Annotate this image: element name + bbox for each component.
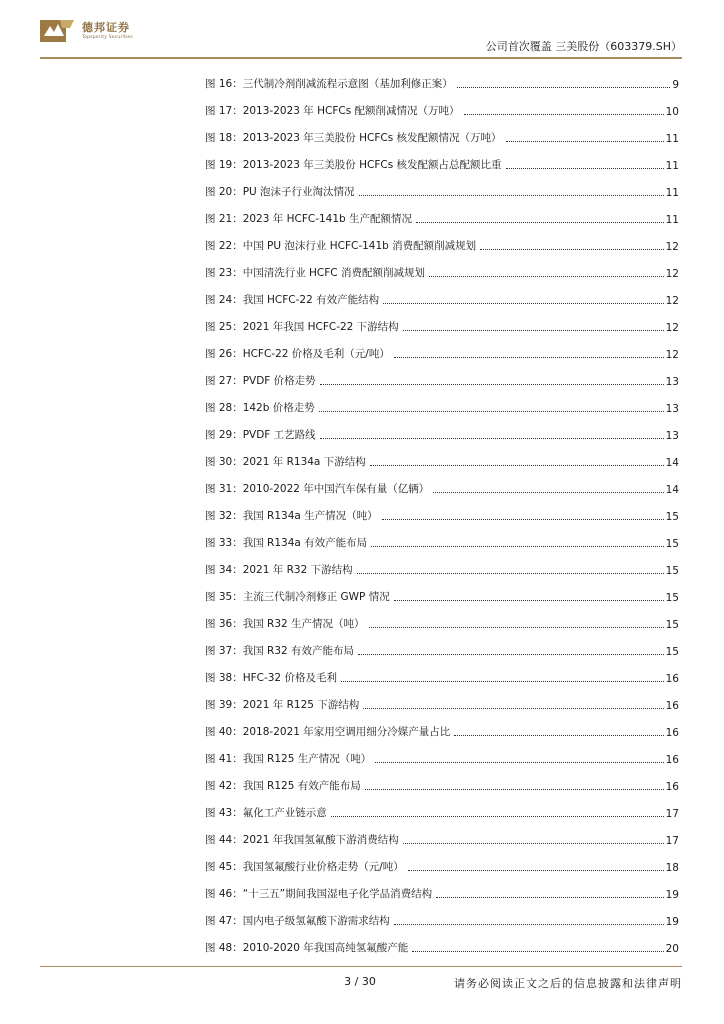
toc-entry[interactable] [205, 469, 679, 496]
dot-leader [506, 168, 664, 169]
toc-entry-page: 16 [665, 673, 679, 685]
toc-entry[interactable] [205, 685, 679, 712]
toc-entry-label: 图 23：中国清洗行业 HCFC 消费配额削减规划 [205, 267, 425, 279]
toc-entry[interactable] [205, 901, 679, 928]
toc-entry-label: 图 37：我国 R32 有效产能布局 [205, 645, 355, 657]
toc-entry[interactable] [205, 199, 679, 226]
dot-leader [416, 222, 664, 223]
toc-entry-page: 18 [665, 862, 679, 874]
toc-entry-page: 15 [665, 646, 679, 658]
header-divider [40, 57, 682, 59]
dot-leader [403, 843, 664, 844]
dot-leader [341, 681, 664, 682]
dot-leader [358, 654, 664, 655]
toc-entry-label: 图 44：2021 年我国氢氟酸下游消费结构 [205, 834, 399, 846]
toc-entry-page: 15 [665, 619, 679, 631]
toc-entry[interactable] [205, 550, 679, 577]
toc-entry-label: 图 30：2021 年 R134a 下游结构 [205, 456, 366, 468]
dot-leader [436, 897, 664, 898]
toc-entry[interactable] [205, 145, 679, 172]
toc-entry[interactable] [205, 118, 679, 145]
toc-entry-label: 图 42：我国 R125 有效产能布局 [205, 780, 361, 792]
toc-entry[interactable] [205, 847, 679, 874]
dot-leader [369, 627, 664, 628]
toc-entry-label: 图 20：PU 泡沫子行业淘汰情况 [205, 186, 355, 198]
toc-entry[interactable] [205, 793, 679, 820]
toc-entry[interactable] [205, 415, 679, 442]
toc-entry-label: 图 45：我国氢氟酸行业价格走势（元/吨） [205, 861, 404, 873]
logo-chinese-name: 德邦证券 [82, 20, 130, 34]
toc-entry-label: 图 27：PVDF 价格走势 [205, 375, 316, 387]
toc-entry[interactable] [205, 334, 679, 361]
toc-entry-page: 20 [665, 943, 679, 955]
toc-entry[interactable] [205, 523, 679, 550]
dot-leader [403, 330, 664, 331]
dot-leader [464, 114, 664, 115]
toc-entry[interactable] [205, 928, 679, 955]
dot-leader [408, 870, 664, 871]
toc-entry[interactable] [205, 388, 679, 415]
dot-leader [320, 384, 664, 385]
toc-entry-label: 图 31：2010-2022 年中国汽车保有量（亿辆） [205, 483, 430, 495]
toc-entry-label: 图 34：2021 年 R32 下游结构 [205, 564, 353, 576]
toc-entry-label: 图 36：我国 R32 生产情况（吨） [205, 618, 365, 630]
toc-entry-label: 图 18：2013-2023 年三美股份 HCFCs 核发配额情况（万吨） [205, 132, 502, 144]
toc-entry-label: 图 16：三代制冷剂削减流程示意图（基加利修正案） [205, 78, 453, 90]
toc-entry[interactable] [205, 658, 679, 685]
toc-entry-page: 16 [665, 700, 679, 712]
toc-entry[interactable] [205, 307, 679, 334]
toc-entry[interactable] [205, 226, 679, 253]
toc-entry-page: 16 [665, 727, 679, 739]
toc-entry-label: 图 41：我国 R125 生产情况（吨） [205, 753, 372, 765]
toc-entry[interactable] [205, 631, 679, 658]
dot-leader [433, 492, 663, 493]
toc-entry[interactable] [205, 361, 679, 388]
toc-entry[interactable] [205, 496, 679, 523]
dot-leader [319, 411, 664, 412]
toc-entry-label: 图 29：PVDF 工艺路线 [205, 429, 316, 441]
logo-text [82, 22, 133, 41]
toc-entry[interactable] [205, 820, 679, 847]
toc-entry-page: 11 [665, 160, 679, 172]
toc-entry-label: 图 39：2021 年 R125 下游结构 [205, 699, 360, 711]
toc-entry-page: 15 [665, 511, 679, 523]
disclaimer-text: 请务必阅读正文之后的信息披露和法律声明 [454, 977, 682, 990]
toc-entry[interactable] [205, 604, 679, 631]
dot-leader [457, 87, 671, 88]
toc-entry-page: 14 [665, 457, 679, 469]
logo-english-name: Topsperity Securities [82, 34, 133, 40]
toc-entry-page: 12 [665, 322, 679, 334]
dot-leader [454, 735, 663, 736]
toc-entry-label: 图 33：我国 R134a 有效产能布局 [205, 537, 368, 549]
toc-entry[interactable] [205, 172, 679, 199]
toc-entry-page: 17 [665, 808, 679, 820]
toc-entry-page: 10 [665, 106, 679, 118]
toc-entry[interactable] [205, 577, 679, 604]
toc-entry-label: 图 47：国内电子级氢氟酸下游需求结构 [205, 915, 390, 927]
toc-entry[interactable] [205, 739, 679, 766]
dot-leader [382, 519, 664, 520]
toc-entry-page: 16 [665, 781, 679, 793]
toc-entry-page: 12 [665, 268, 679, 280]
toc-entry-page: 12 [665, 241, 679, 253]
toc-entry-page: 12 [665, 349, 679, 361]
toc-entry-page: 13 [665, 376, 679, 388]
toc-entry-page: 11 [665, 214, 679, 226]
dot-leader [359, 195, 664, 196]
toc-entry-label: 图 43：氟化工产业链示意 [205, 807, 327, 819]
toc-entry-label: 图 48：2010-2020 年我国高纯氢氟酸产能 [205, 942, 409, 954]
toc-entry-page: 13 [665, 430, 679, 442]
toc-entry[interactable] [205, 874, 679, 901]
toc-entry-label: 图 17：2013-2023 年 HCFCs 配额削减情况（万吨） [205, 105, 460, 117]
toc-entry-page: 19 [665, 916, 679, 928]
toc-entry-page: 15 [665, 565, 679, 577]
dot-leader [331, 816, 664, 817]
footer-divider [40, 966, 682, 967]
report-info: 公司首次覆盖 三美股份（603379.SH） [485, 40, 682, 53]
dot-leader [370, 465, 664, 466]
toc-entry[interactable] [205, 64, 679, 91]
toc-entry-page: 15 [665, 538, 679, 550]
toc-entry[interactable] [205, 766, 679, 793]
toc-entry[interactable] [205, 91, 679, 118]
dot-leader [383, 303, 664, 304]
toc-entry-page: 9 [672, 79, 679, 91]
toc-entry-page: 12 [665, 295, 679, 307]
logo-mark-icon [40, 16, 76, 46]
dot-leader [506, 141, 664, 142]
toc-entry-page: 14 [665, 484, 679, 496]
toc-entry-page: 15 [665, 592, 679, 604]
toc-entry-label: 图 38：HFC-32 价格及毛利 [205, 672, 337, 684]
toc-entry-page: 16 [665, 754, 679, 766]
dot-leader [363, 708, 663, 709]
toc-entry-page: 11 [665, 187, 679, 199]
page-number: 3 / 30 [344, 975, 376, 988]
company-logo [40, 14, 190, 48]
toc-entry-page: 19 [665, 889, 679, 901]
page-header [0, 0, 724, 62]
toc-entry-page: 17 [665, 835, 679, 847]
toc-entry-label: 图 19：2013-2023 年三美股份 HCFCs 核发配额占总配额比重 [205, 159, 502, 171]
toc-entry-page: 13 [665, 403, 679, 415]
toc-entry-page: 11 [665, 133, 679, 145]
toc-entry-label: 图 22：中国 PU 泡沫行业 HCFC-141b 消费配额削减规划 [205, 240, 477, 252]
toc-entry[interactable] [205, 442, 679, 469]
toc-entry-label: 图 21：2023 年 HCFC-141b 生产配额情况 [205, 213, 413, 225]
dot-leader [375, 762, 663, 763]
dot-leader [480, 249, 663, 250]
dot-leader [394, 924, 664, 925]
dot-leader [371, 546, 663, 547]
toc-entry-label: 图 28：142b 价格走势 [205, 402, 315, 414]
toc-entry[interactable] [205, 253, 679, 280]
dot-leader [320, 438, 664, 439]
figure-index-list [205, 64, 679, 955]
dot-leader [357, 573, 664, 574]
dot-leader [365, 789, 664, 790]
toc-entry-label: 图 24：我国 HCFC-22 有效产能结构 [205, 294, 380, 306]
dot-leader [412, 951, 663, 952]
toc-entry-label: 图 35：主流三代制冷剂修正 GWP 情况 [205, 591, 390, 603]
dot-leader [429, 276, 664, 277]
dot-leader [394, 600, 664, 601]
dot-leader [394, 357, 664, 358]
toc-entry[interactable] [205, 712, 679, 739]
toc-entry-label: 图 25：2021 年我国 HCFC-22 下游结构 [205, 321, 399, 333]
toc-entry-label: 图 26：HCFC-22 价格及毛利（元/吨） [205, 348, 390, 360]
toc-entry-label: 图 32：我国 R134a 生产情况（吨） [205, 510, 378, 522]
toc-entry[interactable] [205, 280, 679, 307]
toc-entry-label: 图 40：2018-2021 年家用空调用细分冷媒产量占比 [205, 726, 451, 738]
toc-entry-label: 图 46：“十三五”期间我国湿电子化学品消费结构 [205, 888, 433, 900]
